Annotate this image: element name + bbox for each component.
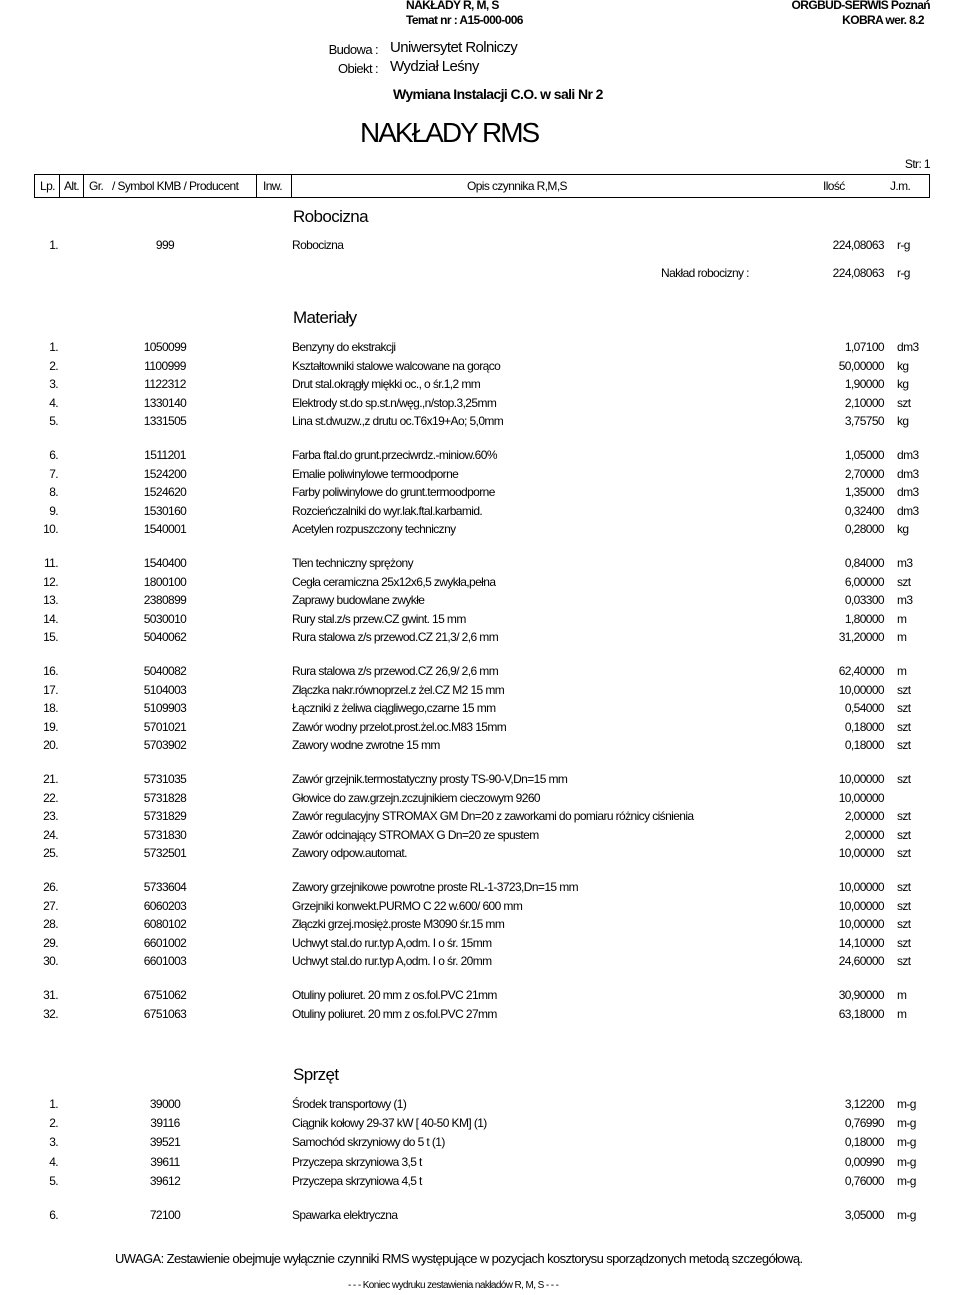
row-description: Złączki grzej.mosięż.proste M3090 śr.15 mm <box>292 917 505 931</box>
table-row <box>0 504 960 522</box>
row-symbol: 5703902 <box>143 738 187 752</box>
row-description: Tlen techniczny sprężony <box>292 556 413 570</box>
row-lp: 6. <box>49 448 58 462</box>
row-quantity: 10,00000 <box>838 683 884 697</box>
table-row <box>0 575 960 593</box>
row-unit: dm3 <box>897 485 919 499</box>
table-row <box>0 899 960 917</box>
row-description: Drut stal.okrągły miękki oc., o śr.1,2 mm <box>292 377 481 391</box>
row-lp: 4. <box>49 1155 58 1169</box>
table-row <box>0 612 960 630</box>
row-symbol: 5732501 <box>143 846 187 860</box>
row-description: Samochód skrzyniowy do 5 t (1) <box>292 1135 445 1149</box>
row-quantity: 10,00000 <box>838 772 884 786</box>
row-quantity: 3,12200 <box>844 1097 884 1111</box>
row-description: Uchwyt stal.do rur.typ A,odm. I o śr. 20mm <box>292 954 492 968</box>
row-quantity: 0,28000 <box>844 522 884 536</box>
table-row <box>0 988 960 1006</box>
row-lp: 24. <box>43 828 58 842</box>
row-lp: 1. <box>49 340 58 354</box>
row-lp: 11. <box>44 556 58 570</box>
row-quantity: 63,18000 <box>838 1007 884 1021</box>
row-description: Zawory odpow.automat. <box>292 846 407 860</box>
obiekt-label: Obiekt : <box>338 61 378 76</box>
row-unit: szt <box>897 720 911 734</box>
row-lp: 1. <box>49 238 58 252</box>
table-row <box>0 414 960 432</box>
section-title-robocizna: Robocizna <box>293 207 368 226</box>
row-description: Rury stal.z/s przew.CZ gwint. 15 mm <box>292 612 466 626</box>
row-description: Farby poliwinylowe do grunt.termoodporne <box>292 485 495 499</box>
row-quantity: 1,90000 <box>844 377 884 391</box>
labor-total-quantity: 224,08063 <box>832 266 884 280</box>
row-quantity: 0,84000 <box>844 556 884 570</box>
table-row <box>0 467 960 485</box>
row-description: Robocizna <box>292 238 344 252</box>
row-symbol: 5731035 <box>143 772 187 786</box>
table-row <box>0 448 960 466</box>
row-quantity: 31,20000 <box>838 630 884 644</box>
row-unit: m <box>897 630 907 644</box>
row-quantity: 1,07100 <box>844 340 884 354</box>
row-unit: dm3 <box>897 340 919 354</box>
table-row <box>0 880 960 898</box>
row-symbol: 39521 <box>149 1135 181 1149</box>
row-lp: 18. <box>43 701 58 715</box>
row-unit: m-g <box>897 1155 916 1169</box>
row-unit: m-g <box>897 1097 916 1111</box>
row-lp: 6. <box>49 1208 58 1222</box>
row-lp: 5. <box>49 1174 58 1188</box>
row-description: Otuliny poliuret. 20 mm z os.fol.PVC 21mm <box>292 988 497 1002</box>
row-unit: kg <box>897 377 909 391</box>
row-quantity: 1,80000 <box>844 612 884 626</box>
row-symbol: 1800100 <box>143 575 187 589</box>
table-row <box>0 1135 960 1153</box>
header-divider <box>291 174 292 198</box>
row-symbol: 1050099 <box>143 340 187 354</box>
row-description: Grzejniki konwekt.PURMO C 22 w.600/ 600 mm <box>292 899 523 913</box>
row-symbol: 1330140 <box>143 396 187 410</box>
row-lp: 4. <box>49 396 58 410</box>
header-border-left <box>34 174 35 198</box>
obiekt-value: Wydział Leśny <box>390 58 479 75</box>
labor-total-unit: r-g <box>897 266 910 280</box>
row-quantity: 2,70000 <box>844 467 884 481</box>
row-unit: kg <box>897 359 909 373</box>
row-lp: 20. <box>43 738 58 752</box>
row-quantity: 0,03300 <box>844 593 884 607</box>
row-description: Benzyny do ekstrakcji <box>292 340 396 354</box>
header-bottom-rule <box>34 197 930 198</box>
row-unit: szt <box>897 575 911 589</box>
row-symbol: 5030010 <box>143 612 187 626</box>
row-quantity: 10,00000 <box>838 846 884 860</box>
table-row <box>0 664 960 682</box>
row-description: Zaprawy budowlane zwykłe <box>292 593 425 607</box>
col-lp: Lp. <box>40 179 55 193</box>
row-lp: 15. <box>43 630 58 644</box>
row-lp: 25. <box>43 846 58 860</box>
table-row <box>0 772 960 790</box>
row-description: Kształtowniki stalowe walcowane na gorąco <box>292 359 501 373</box>
row-unit: szt <box>897 828 911 842</box>
table-row <box>0 846 960 864</box>
row-description: Rura stalowa z/s przewod.CZ 26,9/ 2,6 mm <box>292 664 499 678</box>
row-description: Lina st.dwuzw.,z drutu oc.T6x19+Ao; 5,0mm <box>292 414 504 428</box>
row-unit: szt <box>897 846 911 860</box>
row-symbol: 5109903 <box>143 701 187 715</box>
row-symbol: 1540001 <box>143 522 187 536</box>
table-row <box>0 340 960 358</box>
row-description: Zawory grzejnikowe powrotne proste RL-1-3723,Dn=15 mm <box>292 880 579 894</box>
row-description: Elektrody st.do sp.st.n/węg.,n/stop.3,25mm <box>292 396 497 410</box>
col-jm: J.m. <box>890 179 911 193</box>
row-description: Zawór grzejnik.termostatyczny prosty TS-90-V,Dn=15 mm <box>292 772 568 786</box>
row-quantity: 10,00000 <box>838 899 884 913</box>
row-quantity: 0,54000 <box>844 701 884 715</box>
row-symbol: 6601003 <box>143 954 187 968</box>
row-unit: dm3 <box>897 504 919 518</box>
row-unit: szt <box>897 899 911 913</box>
row-symbol: 1122312 <box>144 377 186 391</box>
row-quantity: 6,00000 <box>844 575 884 589</box>
row-quantity: 10,00000 <box>838 917 884 931</box>
budowa-value: Uniwersytet Rolniczy <box>390 39 518 56</box>
row-lp: 1. <box>49 1097 58 1111</box>
row-description: Złączka nakr.równoprzel.z żel.CZ M2 15 mm <box>292 683 505 697</box>
row-symbol: 5731830 <box>143 828 187 842</box>
row-symbol: 5104003 <box>143 683 187 697</box>
row-description: Spawarka elektryczna <box>292 1208 398 1222</box>
table-row <box>0 1097 960 1115</box>
row-symbol: 6751063 <box>143 1007 187 1021</box>
col-opis: Opis czynnika R,M,S <box>467 179 567 193</box>
document-subject: Wymiana Instalacji C.O. w sali Nr 2 <box>393 86 603 102</box>
row-lp: 12. <box>43 575 58 589</box>
table-row <box>0 1208 960 1226</box>
row-lp: 28. <box>43 917 58 931</box>
row-lp: 3. <box>49 377 58 391</box>
row-unit: m3 <box>897 556 913 570</box>
row-quantity: 3,05000 <box>844 1208 884 1222</box>
row-description: Zawory wodne zwrotne 15 mm <box>292 738 440 752</box>
row-description: Zawór regulacyjny STROMAX GM Dn=20 z zaworkami do pomiaru różnicy ciśnienia <box>292 809 694 823</box>
row-unit: szt <box>897 917 911 931</box>
row-unit: m-g <box>897 1135 916 1149</box>
page-title: NAKŁADY RMS <box>360 117 539 148</box>
row-symbol: 39612 <box>149 1174 181 1188</box>
row-lp: 31. <box>43 988 58 1002</box>
table-row <box>0 377 960 395</box>
row-quantity: 10,00000 <box>838 880 884 894</box>
row-symbol: 6060203 <box>143 899 187 913</box>
row-unit: m <box>897 612 907 626</box>
table-row <box>0 683 960 701</box>
table-row <box>0 917 960 935</box>
table-row <box>0 485 960 503</box>
row-quantity: 0,18000 <box>844 720 884 734</box>
table-row <box>0 936 960 954</box>
row-lp: 29. <box>43 936 58 950</box>
table-row <box>0 954 960 972</box>
table-row <box>0 556 960 574</box>
row-symbol: 5040062 <box>143 630 187 644</box>
row-quantity: 14,10000 <box>838 936 884 950</box>
row-symbol: 1540400 <box>143 556 187 570</box>
row-unit: m-g <box>897 1174 916 1188</box>
row-unit: szt <box>897 809 911 823</box>
table-row <box>0 809 960 827</box>
row-quantity: 0,18000 <box>844 1135 884 1149</box>
col-gr: Gr. <box>89 179 104 193</box>
program-version: KOBRA wer. 8.2 <box>842 13 924 27</box>
row-description: Farba ftal.do grunt.przeciwrdz.-miniow.60% <box>292 448 497 462</box>
section-title-materialy: Materiały <box>293 308 357 327</box>
row-symbol: 5701021 <box>143 720 187 734</box>
row-lp: 8. <box>49 485 58 499</box>
row-lp: 10. <box>43 522 58 536</box>
table-row <box>0 1174 960 1192</box>
row-description: Ciągnik kołowy 29-37 kW [ 40-50 KM] (1) <box>292 1116 487 1130</box>
row-symbol: 5731828 <box>143 791 187 805</box>
row-unit: szt <box>897 772 911 786</box>
row-lp: 13. <box>43 593 58 607</box>
header-divider <box>59 174 60 198</box>
labor-total-row <box>0 266 960 284</box>
labor-total-label: Nakład robocizny : <box>661 266 749 280</box>
row-description: Otuliny poliuret. 20 mm z os.fol.PVC 27mm <box>292 1007 497 1021</box>
footer-note: UWAGA: Zestawienie obejmuje wyłącznie czynniki RMS występujące w pozycjach kosztorysu sporządzonych metodą szczegółową. <box>115 1251 803 1266</box>
row-symbol: 39611 <box>150 1155 180 1169</box>
row-lp: 19. <box>43 720 58 734</box>
row-description: Przyczepa skrzyniowa 4,5 t <box>292 1174 422 1188</box>
table-row <box>0 1116 960 1134</box>
row-quantity: 10,00000 <box>838 791 884 805</box>
row-unit: kg <box>897 522 909 536</box>
row-symbol: 1511201 <box>144 448 186 462</box>
row-unit: szt <box>897 954 911 968</box>
row-lp: 22. <box>43 791 58 805</box>
row-lp: 32. <box>43 1007 58 1021</box>
header-top-rule <box>34 174 930 175</box>
row-symbol: 6080102 <box>143 917 187 931</box>
row-unit: kg <box>897 414 909 428</box>
table-row <box>0 630 960 648</box>
row-description: Rozcieńczalniki do wyr.lak.ftal.karbamid. <box>292 504 483 518</box>
row-quantity: 0,18000 <box>844 738 884 752</box>
table-row <box>0 828 960 846</box>
row-unit: szt <box>897 880 911 894</box>
row-symbol: 1331505 <box>143 414 187 428</box>
row-quantity: 2,00000 <box>844 828 884 842</box>
col-ilosc: Ilość <box>823 179 845 193</box>
header-divider <box>83 174 84 198</box>
row-unit: m <box>897 988 907 1002</box>
row-quantity: 2,10000 <box>844 396 884 410</box>
row-unit: m <box>897 1007 907 1021</box>
row-unit: m-g <box>897 1208 916 1222</box>
table-row <box>0 720 960 738</box>
row-lp: 14. <box>43 612 58 626</box>
row-symbol: 5733604 <box>143 880 187 894</box>
row-description: Emalie poliwinylowe termoodporne <box>292 467 459 481</box>
row-description: Uchwyt stal.do rur.typ A,odm. I o śr. 15mm <box>292 936 492 950</box>
row-description: Głowice do zaw.grzejn.zczujnikiem cieczowym 9260 <box>292 791 540 805</box>
table-row <box>0 738 960 756</box>
temat-number: Temat nr : A15-000-006 <box>406 13 523 27</box>
row-symbol: 1524620 <box>143 485 187 499</box>
row-lp: 2. <box>49 359 58 373</box>
row-unit: r-g <box>897 238 910 252</box>
row-lp: 5. <box>49 414 58 428</box>
row-quantity: 0,32400 <box>844 504 884 518</box>
row-lp: 30. <box>43 954 58 968</box>
row-quantity: 224,08063 <box>832 238 884 252</box>
table-row <box>0 359 960 377</box>
row-unit: szt <box>897 683 911 697</box>
col-alt: Alt. <box>64 179 79 193</box>
row-unit: m3 <box>897 593 913 607</box>
row-lp: 2. <box>49 1116 58 1130</box>
table-row <box>0 238 960 256</box>
table-row <box>0 1007 960 1025</box>
row-symbol: 1100999 <box>144 359 186 373</box>
header-border-right <box>929 174 930 198</box>
row-description: Acetylen rozpuszczony techniczny <box>292 522 456 536</box>
row-lp: 21. <box>43 772 58 786</box>
table-row <box>0 791 960 809</box>
row-quantity: 0,76990 <box>844 1116 884 1130</box>
row-lp: 17. <box>43 683 58 697</box>
row-symbol: 2380899 <box>143 593 187 607</box>
section-title-sprzet: Sprzęt <box>293 1065 339 1084</box>
table-row <box>0 701 960 719</box>
row-quantity: 50,00000 <box>838 359 884 373</box>
table-row <box>0 396 960 414</box>
row-lp: 3. <box>49 1135 58 1149</box>
row-symbol: 39000 <box>149 1097 181 1111</box>
footer-end: - - - Koniec wydruku zestawienia nakładów R, M, S - - - <box>348 1280 559 1291</box>
row-symbol: 6601002 <box>143 936 187 950</box>
row-symbol: 5040082 <box>143 664 187 678</box>
table-row <box>0 1155 960 1173</box>
row-symbol: 39116 <box>150 1116 180 1130</box>
row-description: Łączniki z żeliwa ciągliwego,czarne 15 mm <box>292 701 496 715</box>
row-quantity: 1,05000 <box>844 448 884 462</box>
row-unit: szt <box>897 738 911 752</box>
col-inw: Inw. <box>263 179 282 193</box>
budowa-label: Budowa : <box>328 42 378 57</box>
row-lp: 27. <box>43 899 58 913</box>
row-symbol: 999 <box>155 238 175 252</box>
row-lp: 7. <box>49 467 58 481</box>
page-number: Str: 1 <box>904 157 930 171</box>
row-quantity: 3,75750 <box>844 414 884 428</box>
row-unit: m-g <box>897 1116 916 1130</box>
row-description: Cegła ceramiczna 25x12x6,5 zwykła,pełna <box>292 575 496 589</box>
row-lp: 16. <box>43 664 58 678</box>
row-description: Rura stalowa z/s przewod.CZ 21,3/ 2,6 mm <box>292 630 499 644</box>
row-unit: m <box>897 664 907 678</box>
row-description: Przyczepa skrzyniowa 3,5 t <box>292 1155 422 1169</box>
row-quantity: 2,00000 <box>844 809 884 823</box>
row-quantity: 0,76000 <box>844 1174 884 1188</box>
row-description: Środek transportowy (1) <box>292 1097 407 1111</box>
row-symbol: 72100 <box>149 1208 181 1222</box>
row-lp: 23. <box>43 809 58 823</box>
row-symbol: 5731829 <box>143 809 187 823</box>
row-symbol: 1524200 <box>143 467 187 481</box>
row-lp: 9. <box>49 504 58 518</box>
row-unit: dm3 <box>897 467 919 481</box>
row-quantity: 62,40000 <box>838 664 884 678</box>
table-row <box>0 522 960 540</box>
col-symbol: / Symbol KMB / Producent <box>112 179 239 193</box>
report-title: NAKŁADY R, M, S <box>406 0 499 12</box>
row-unit: szt <box>897 936 911 950</box>
table-row <box>0 593 960 611</box>
row-description: Zawór odcinający STROMAX G Dn=20 ze spustem <box>292 828 539 842</box>
row-symbol: 1530160 <box>143 504 187 518</box>
header-divider <box>256 174 257 198</box>
row-quantity: 1,35000 <box>844 485 884 499</box>
row-unit: szt <box>897 701 911 715</box>
row-quantity: 24,60000 <box>838 954 884 968</box>
company-name: ORGBUD-SERWIS Poznań <box>791 0 930 12</box>
row-quantity: 30,90000 <box>838 988 884 1002</box>
row-unit: szt <box>897 396 911 410</box>
row-lp: 26. <box>43 880 58 894</box>
row-symbol: 6751062 <box>143 988 187 1002</box>
row-quantity: 0,00990 <box>844 1155 884 1169</box>
row-description: Zawór wodny przelot.prost.żel.oc.M83 15mm <box>292 720 507 734</box>
row-unit: dm3 <box>897 448 919 462</box>
